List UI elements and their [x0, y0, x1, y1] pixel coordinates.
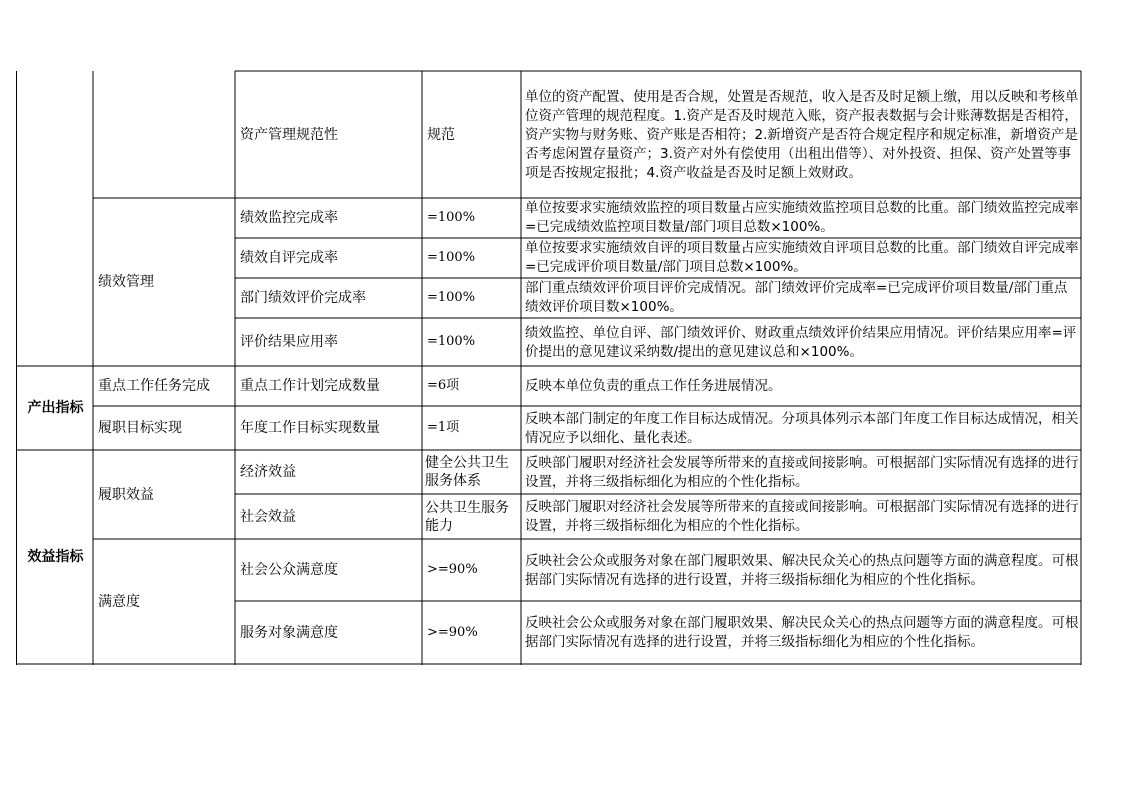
level3-cell: 年度工作目标实现数量	[240, 420, 380, 436]
target-cell: =1项	[427, 420, 460, 435]
target-cell: =100%	[427, 334, 476, 349]
level2-key-task: 重点工作任务完成	[98, 378, 210, 394]
level3-cell: 评价结果应用率	[240, 334, 338, 350]
target-cell: 规范	[427, 126, 455, 143]
target-cell: 公共卫生服务能力	[425, 499, 509, 534]
description-cell: 反映社会公众或服务对象在部门履职效果、解决民众关心的热点问题等方面的满意程度。可根据部门实际情况有选择的进行设置，并将三级指标细化为相应的个性化指标。	[525, 552, 1079, 588]
level1-output: 产出指标	[27, 400, 84, 416]
target-cell: >=90%	[427, 624, 478, 640]
description-cell: 绩效监控、单位自评、部门绩效评价、财政重点绩效评价结果应用情况。评价结果应用率=评价提出的意见建议采纳数/提出的意见建议总和×100%。	[525, 324, 1077, 360]
level3-cell: 经济效益	[240, 464, 296, 480]
level2-duty-goal: 履职目标实现	[98, 420, 182, 436]
target-cell: =100%	[427, 290, 476, 305]
level3-cell: 部门绩效评价完成率	[240, 290, 366, 306]
level3-cell: 绩效自评完成率	[240, 250, 338, 266]
description-cell: 单位按要求实施绩效自评的项目数量占应实施绩效自评项目总数的比重。部门绩效自评完成率=已完成评价项目数量/部门项目总数×100%。	[525, 240, 1079, 275]
level3-cell: 社会效益	[240, 508, 296, 525]
target-cell: =100%	[427, 250, 476, 265]
indicator-table	[16, 71, 1082, 665]
description-cell: 反映社会公众或服务对象在部门履职效果、解决民众关心的热点问题等方面的满意程度。可根据部门实际情况有选择的进行设置，并将三级指标细化为相应的个性化指标。	[525, 615, 1079, 650]
description-cell: 反映本部门制定的年度工作目标达成情况。分项具体列示本部门年度工作目标达成情况，相关情况应予以细化、量化表述。	[525, 410, 1079, 446]
level2-duty-benefit: 履职效益	[98, 486, 154, 503]
target-cell: =100%	[427, 210, 476, 225]
target-cell: 健全公共卫生服务体系	[425, 455, 509, 489]
level3-cell: 绩效监控完成率	[240, 210, 338, 226]
description-cell: 单位的资产配置、使用是否合规，处置是否规范，收入是否及时足额上缴，用以反映和考核单位资产管理的规范程度。1.资产是否及时规范入账，资产报表数据与会计账薄数据是否相符，资产实物与财务账、资产账是否相符；2.新增资产是否符合规定程序和规定标准，新增资产是否考虑闲置存量资产；3.资产对外有偿使用（出租出借等）、对外投资、担保、资产处置等事项是否按规定报批；4.资产收益是否及时足额上效财政。	[525, 88, 1079, 181]
level2-satisfaction: 满意度	[98, 593, 140, 610]
description-cell: 单位按要求实施绩效监控的项目数量占应实施绩效监控项目总数的比重。部门绩效监控完成率=已完成绩效监控项目数量/部门项目总数×100%。	[525, 200, 1079, 235]
level3-cell: 资产管理规范性	[240, 126, 338, 143]
level3-cell: 社会公众满意度	[240, 562, 338, 578]
target-cell: >=90%	[427, 562, 478, 577]
description-cell: 反映部门履职对经济社会发展等所带来的直接或间接影响。可根据部门实际情况有选择的进行设置，并将三级指标细化为相应的个性化指标。	[525, 499, 1079, 534]
level2-perf-mgmt: 绩效管理	[98, 274, 154, 290]
description-cell: 反映部门履职对经济社会发展等所带来的直接或间接影响。可根据部门实际情况有选择的进行设置，并将三级指标细化为相应的个性化指标。	[525, 454, 1079, 490]
level3-cell: 重点工作计划完成数量	[240, 378, 380, 394]
description-cell: 部门重点绩效评价项目评价完成情况。部门绩效评价完成率=已完成评价项目数量/部门重点绩效评价项目数×100%。	[525, 280, 1068, 315]
description-cell: 反映本单位负责的重点工作任务进展情况。	[525, 378, 782, 394]
level3-cell: 服务对象满意度	[240, 624, 338, 641]
level1-benefit: 效益指标	[27, 549, 84, 565]
target-cell: =6项	[427, 378, 460, 393]
